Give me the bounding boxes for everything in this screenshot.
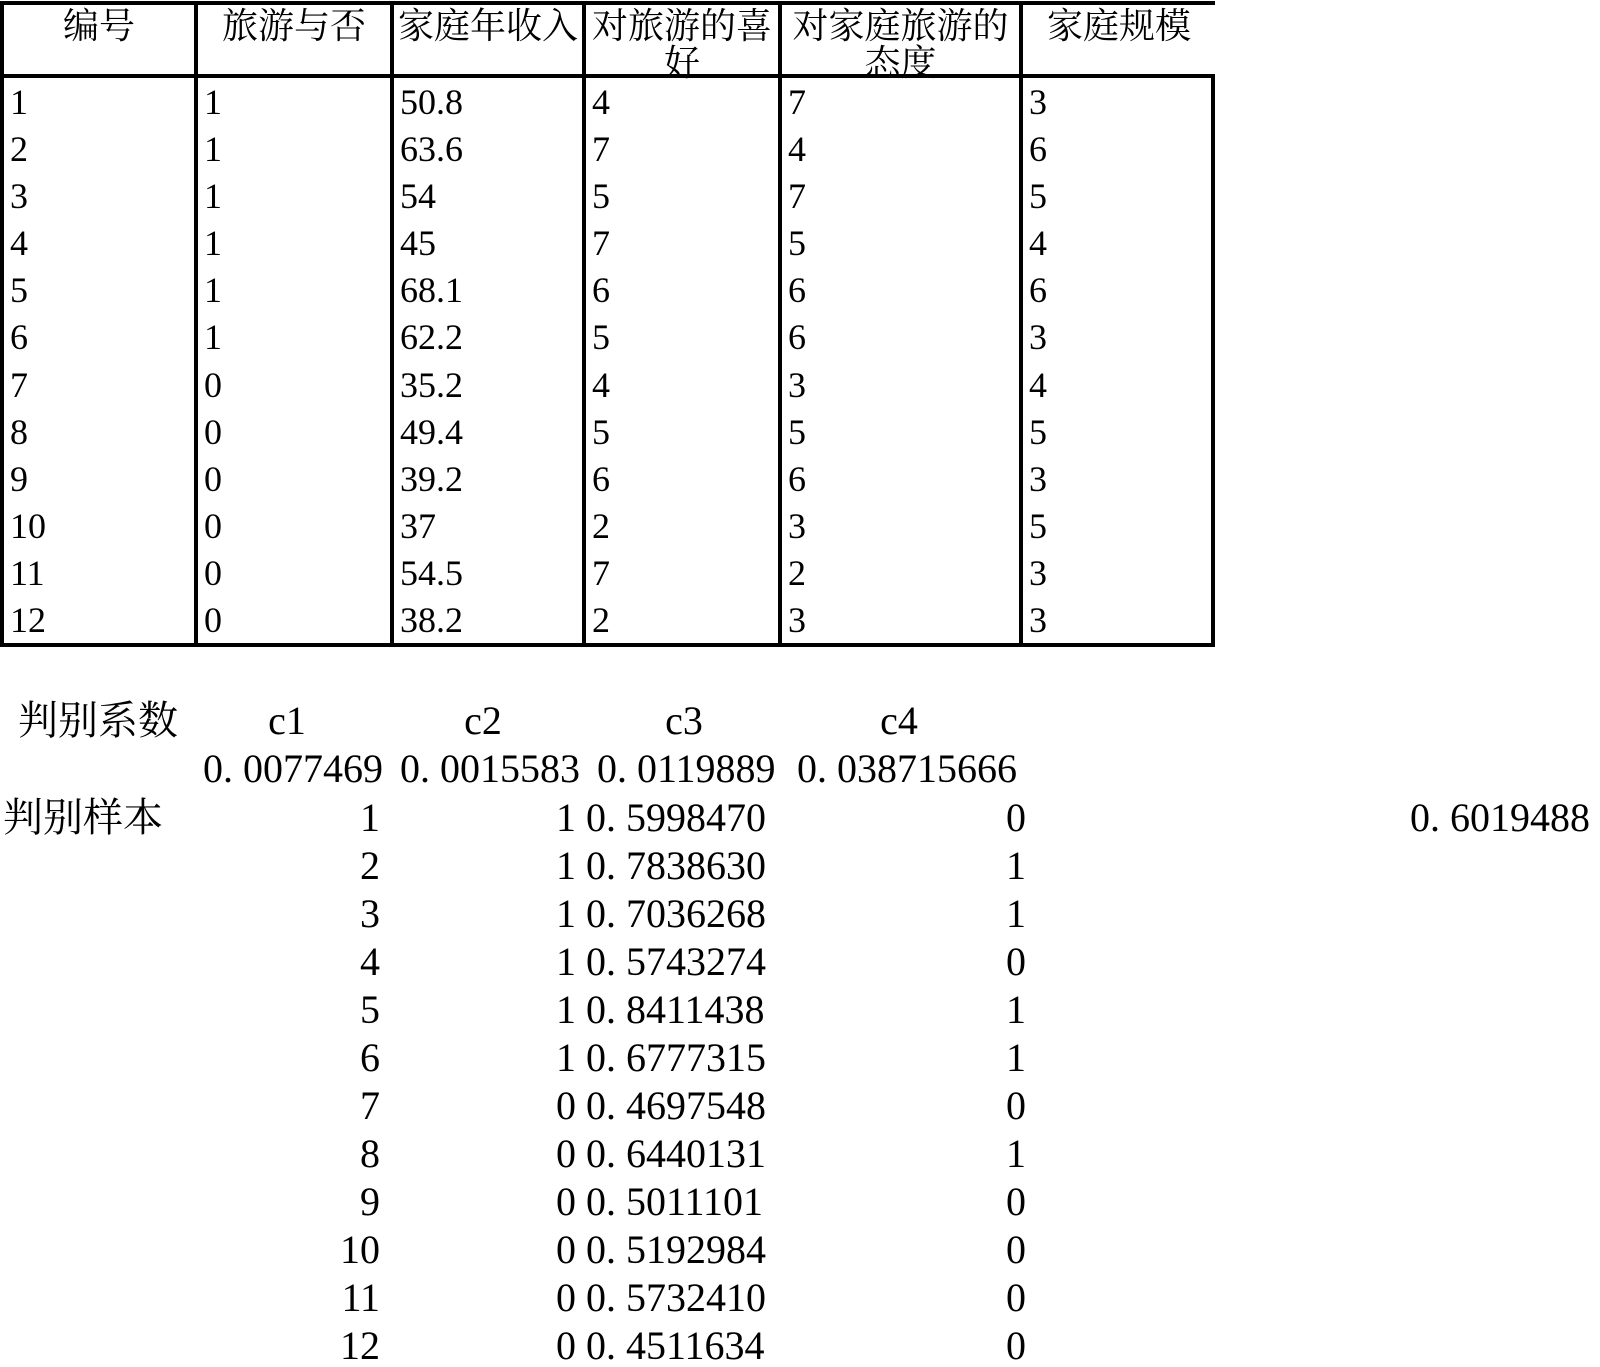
sample-row-2 [0,845,1600,893]
sample-group: 1 [556,939,576,984]
sample-predicted-class: 1 [1006,843,1026,888]
sample-group: 0 [556,1083,576,1128]
table-cell-r7-c3: 35.2 [394,361,586,408]
table-cell-r5-c4: 6 [586,266,782,313]
header-travel-or-not: 旅游与否 [198,5,394,74]
table-cell-r12-c4: 2 [586,596,782,643]
sample-number: 2 [360,843,380,888]
coeff-col-c3: c3 [665,698,703,743]
sample-score: 0. 5998470 [586,795,766,840]
table-cell-r7-c1: 7 [4,361,198,408]
coeff-value-c4: 0. 038715666 [797,746,1017,791]
header-family-income: 家庭年收入 [394,5,586,74]
table-cell-r7-c6: 4 [1023,361,1215,408]
sample-group: 0 [556,1227,576,1272]
sample-row-5 [0,989,1600,1037]
table-cell-r4-c4: 7 [586,219,782,266]
table-cell-r7-c4: 4 [586,361,782,408]
table-cell-r6-c3: 62.2 [394,313,586,360]
table-cell-r11-c2: 0 [198,549,394,596]
sample-group: 0 [556,1131,576,1176]
table-cell-r1-c5: 7 [782,78,1023,125]
table-cell-r9-c5: 6 [782,455,1023,502]
sample-number: 5 [360,987,380,1032]
table-cell-r3-c6: 5 [1023,172,1215,219]
coeff-label: 判别系数 [18,698,178,743]
sample-score: 0. 5732410 [586,1275,766,1320]
table-cell-r7-c5: 3 [782,361,1023,408]
sample-predicted-class: 0 [1006,795,1026,840]
table-cell-r12-c5: 3 [782,596,1023,643]
table-cell-r6-c5: 6 [782,313,1023,360]
sample-predicted-class: 1 [1006,1131,1026,1176]
sample-number: 6 [360,1035,380,1080]
sample-predicted-class: 0 [1006,1083,1026,1128]
header-travel-preference: 对旅游的喜好 [586,5,782,74]
sample-score: 0. 6777315 [586,1035,766,1080]
sample-score: 0. 7838630 [586,843,766,888]
table-cell-r12-c1: 12 [4,596,198,643]
table-cell-r10-c4: 2 [586,502,782,549]
table-cell-r8-c1: 8 [4,408,198,455]
sample-score: 0. 4511634 [586,1323,765,1367]
coeff-values-line [0,748,1600,796]
table-cell-r10-c3: 37 [394,502,586,549]
table-cell-r9-c6: 3 [1023,455,1215,502]
sample-predicted-class: 0 [1006,1179,1026,1224]
sample-score: 0. 6440131 [586,1131,766,1176]
header-family-size: 家庭规模 [1046,6,1191,46]
table-cell-r3-c5: 7 [782,172,1023,219]
table-cell-r12-c2: 0 [198,596,394,643]
sample-number: 12 [340,1323,380,1367]
sample-group: 1 [556,795,576,840]
sample-group: 1 [556,891,576,936]
table-cell-r1-c1: 1 [4,78,198,125]
sample-row-4 [0,941,1600,989]
table-cell-r8-c2: 0 [198,408,394,455]
table-cell-r4-c6: 4 [1023,219,1215,266]
sample-predicted-class: 1 [1006,891,1026,936]
table-cell-r4-c3: 45 [394,219,586,266]
table-cell-r6-c4: 5 [586,313,782,360]
table-cell-r11-c3: 54.5 [394,549,586,596]
table-cell-r7-c2: 0 [198,361,394,408]
table-cell-r12-c3: 38.2 [394,596,586,643]
table-cell-r4-c1: 4 [4,219,198,266]
table-cell-r2-c1: 2 [4,125,198,172]
table-cell-r1-c4: 4 [586,78,782,125]
sample-group: 0 [556,1275,576,1320]
sample-group: 0 [556,1179,576,1224]
sample-predicted-class: 0 [1006,1275,1026,1320]
sample-row-3 [0,893,1600,941]
sample-number: 9 [360,1179,380,1224]
sample-predicted-class: 1 [1006,1035,1026,1080]
sample-group: 1 [556,987,576,1032]
table-cell-r4-c2: 1 [198,219,394,266]
table-cell-r1-c3: 50.8 [394,78,586,125]
sample-score: 0. 5192984 [586,1227,766,1272]
table-cell-r10-c6: 5 [1023,502,1215,549]
sample-score: 0. 5011101 [586,1179,764,1224]
table-cell-r3-c1: 3 [4,172,198,219]
table-cell-r9-c4: 6 [586,455,782,502]
table-cell-r2-c5: 4 [782,125,1023,172]
sample-number: 7 [360,1083,380,1128]
coeff-value-c3: 0. 0119889 [597,746,776,791]
sample-row-9 [0,1181,1600,1229]
coeff-header-line [0,700,1600,748]
sample-row-10 [0,1229,1600,1277]
table-cell-r6-c6: 3 [1023,313,1215,360]
table-cell-r8-c3: 49.4 [394,408,586,455]
table-cell-r3-c4: 5 [586,172,782,219]
sample-number: 1 [360,795,380,840]
table-cell-r5-c6: 6 [1023,266,1215,313]
sample-group: 0 [556,1323,576,1367]
sample-score: 0. 7036268 [586,891,766,936]
sample-group: 1 [556,1035,576,1080]
table-cell-r10-c1: 10 [4,502,198,549]
table-cell-r8-c5: 5 [782,408,1023,455]
table-cell-r11-c1: 11 [4,549,198,596]
header-family-travel-attitude: 对家庭旅游的态度 [782,5,1023,74]
sample-row-11 [0,1277,1600,1325]
table-cell-r11-c5: 2 [782,549,1023,596]
coeff-col-c2: c2 [464,698,502,743]
table-cell-r3-c3: 54 [394,172,586,219]
sample-row-8 [0,1133,1600,1181]
header-id: 编号 [4,5,198,74]
table-cell-r8-c4: 5 [586,408,782,455]
sample-predicted-class: 1 [1006,987,1026,1032]
table-cell-r12-c6: 3 [1023,596,1215,643]
table-cell-r10-c5: 3 [782,502,1023,549]
table-cell-r2-c4: 7 [586,125,782,172]
table-cell-r5-c2: 1 [198,266,394,313]
sample-row-12 [0,1325,1600,1367]
table-cell-r6-c2: 1 [198,313,394,360]
coeff-value-c2: 0. 0015583 [400,746,580,791]
sample-predicted-class: 0 [1006,1323,1026,1367]
sample-number: 11 [341,1275,380,1320]
coeff-col-c1: c1 [268,698,306,743]
table-body [4,78,1215,643]
table-header-row [4,5,1215,83]
sample-number: 4 [360,939,380,984]
table-cell-r9-c3: 39.2 [394,455,586,502]
sample-row-1 [0,797,1600,845]
table-cell-r9-c2: 0 [198,455,394,502]
table-cell-r5-c1: 5 [4,266,198,313]
table-cell-r10-c2: 0 [198,502,394,549]
travel-data-table [0,1,1215,647]
table-cell-r11-c6: 3 [1023,549,1215,596]
table-cell-r5-c3: 68.1 [394,266,586,313]
sample-predicted-class: 0 [1006,939,1026,984]
samples-label: 判别样本 [3,795,163,840]
table-cell-r6-c1: 6 [4,313,198,360]
sample-predicted-class: 0 [1006,1227,1026,1272]
table-cell-r3-c2: 1 [198,172,394,219]
table-cell-r4-c5: 5 [782,219,1023,266]
sample-score: 0. 8411438 [586,987,765,1032]
table-cell-r1-c6: 3 [1023,78,1215,125]
table-cell-r1-c2: 1 [198,78,394,125]
table-cell-r8-c6: 5 [1023,408,1215,455]
sample-extra-value: 0. 6019488 [1410,795,1590,840]
table-cell-r2-c2: 1 [198,125,394,172]
sample-score: 0. 5743274 [586,939,766,984]
sample-row-7 [0,1085,1600,1133]
sample-group: 1 [556,843,576,888]
coeff-value-c1: 0. 0077469 [203,746,383,791]
table-cell-r5-c5: 6 [782,266,1023,313]
table-cell-r9-c1: 9 [4,455,198,502]
table-cell-r2-c3: 63.6 [394,125,586,172]
sample-row-6 [0,1037,1600,1085]
sample-number: 8 [360,1131,380,1176]
table-cell-r2-c6: 6 [1023,125,1215,172]
table-cell-r11-c4: 7 [586,549,782,596]
sample-number: 3 [360,891,380,936]
sample-score: 0. 4697548 [586,1083,766,1128]
coeff-col-c4: c4 [880,698,918,743]
sample-number: 10 [340,1227,380,1272]
